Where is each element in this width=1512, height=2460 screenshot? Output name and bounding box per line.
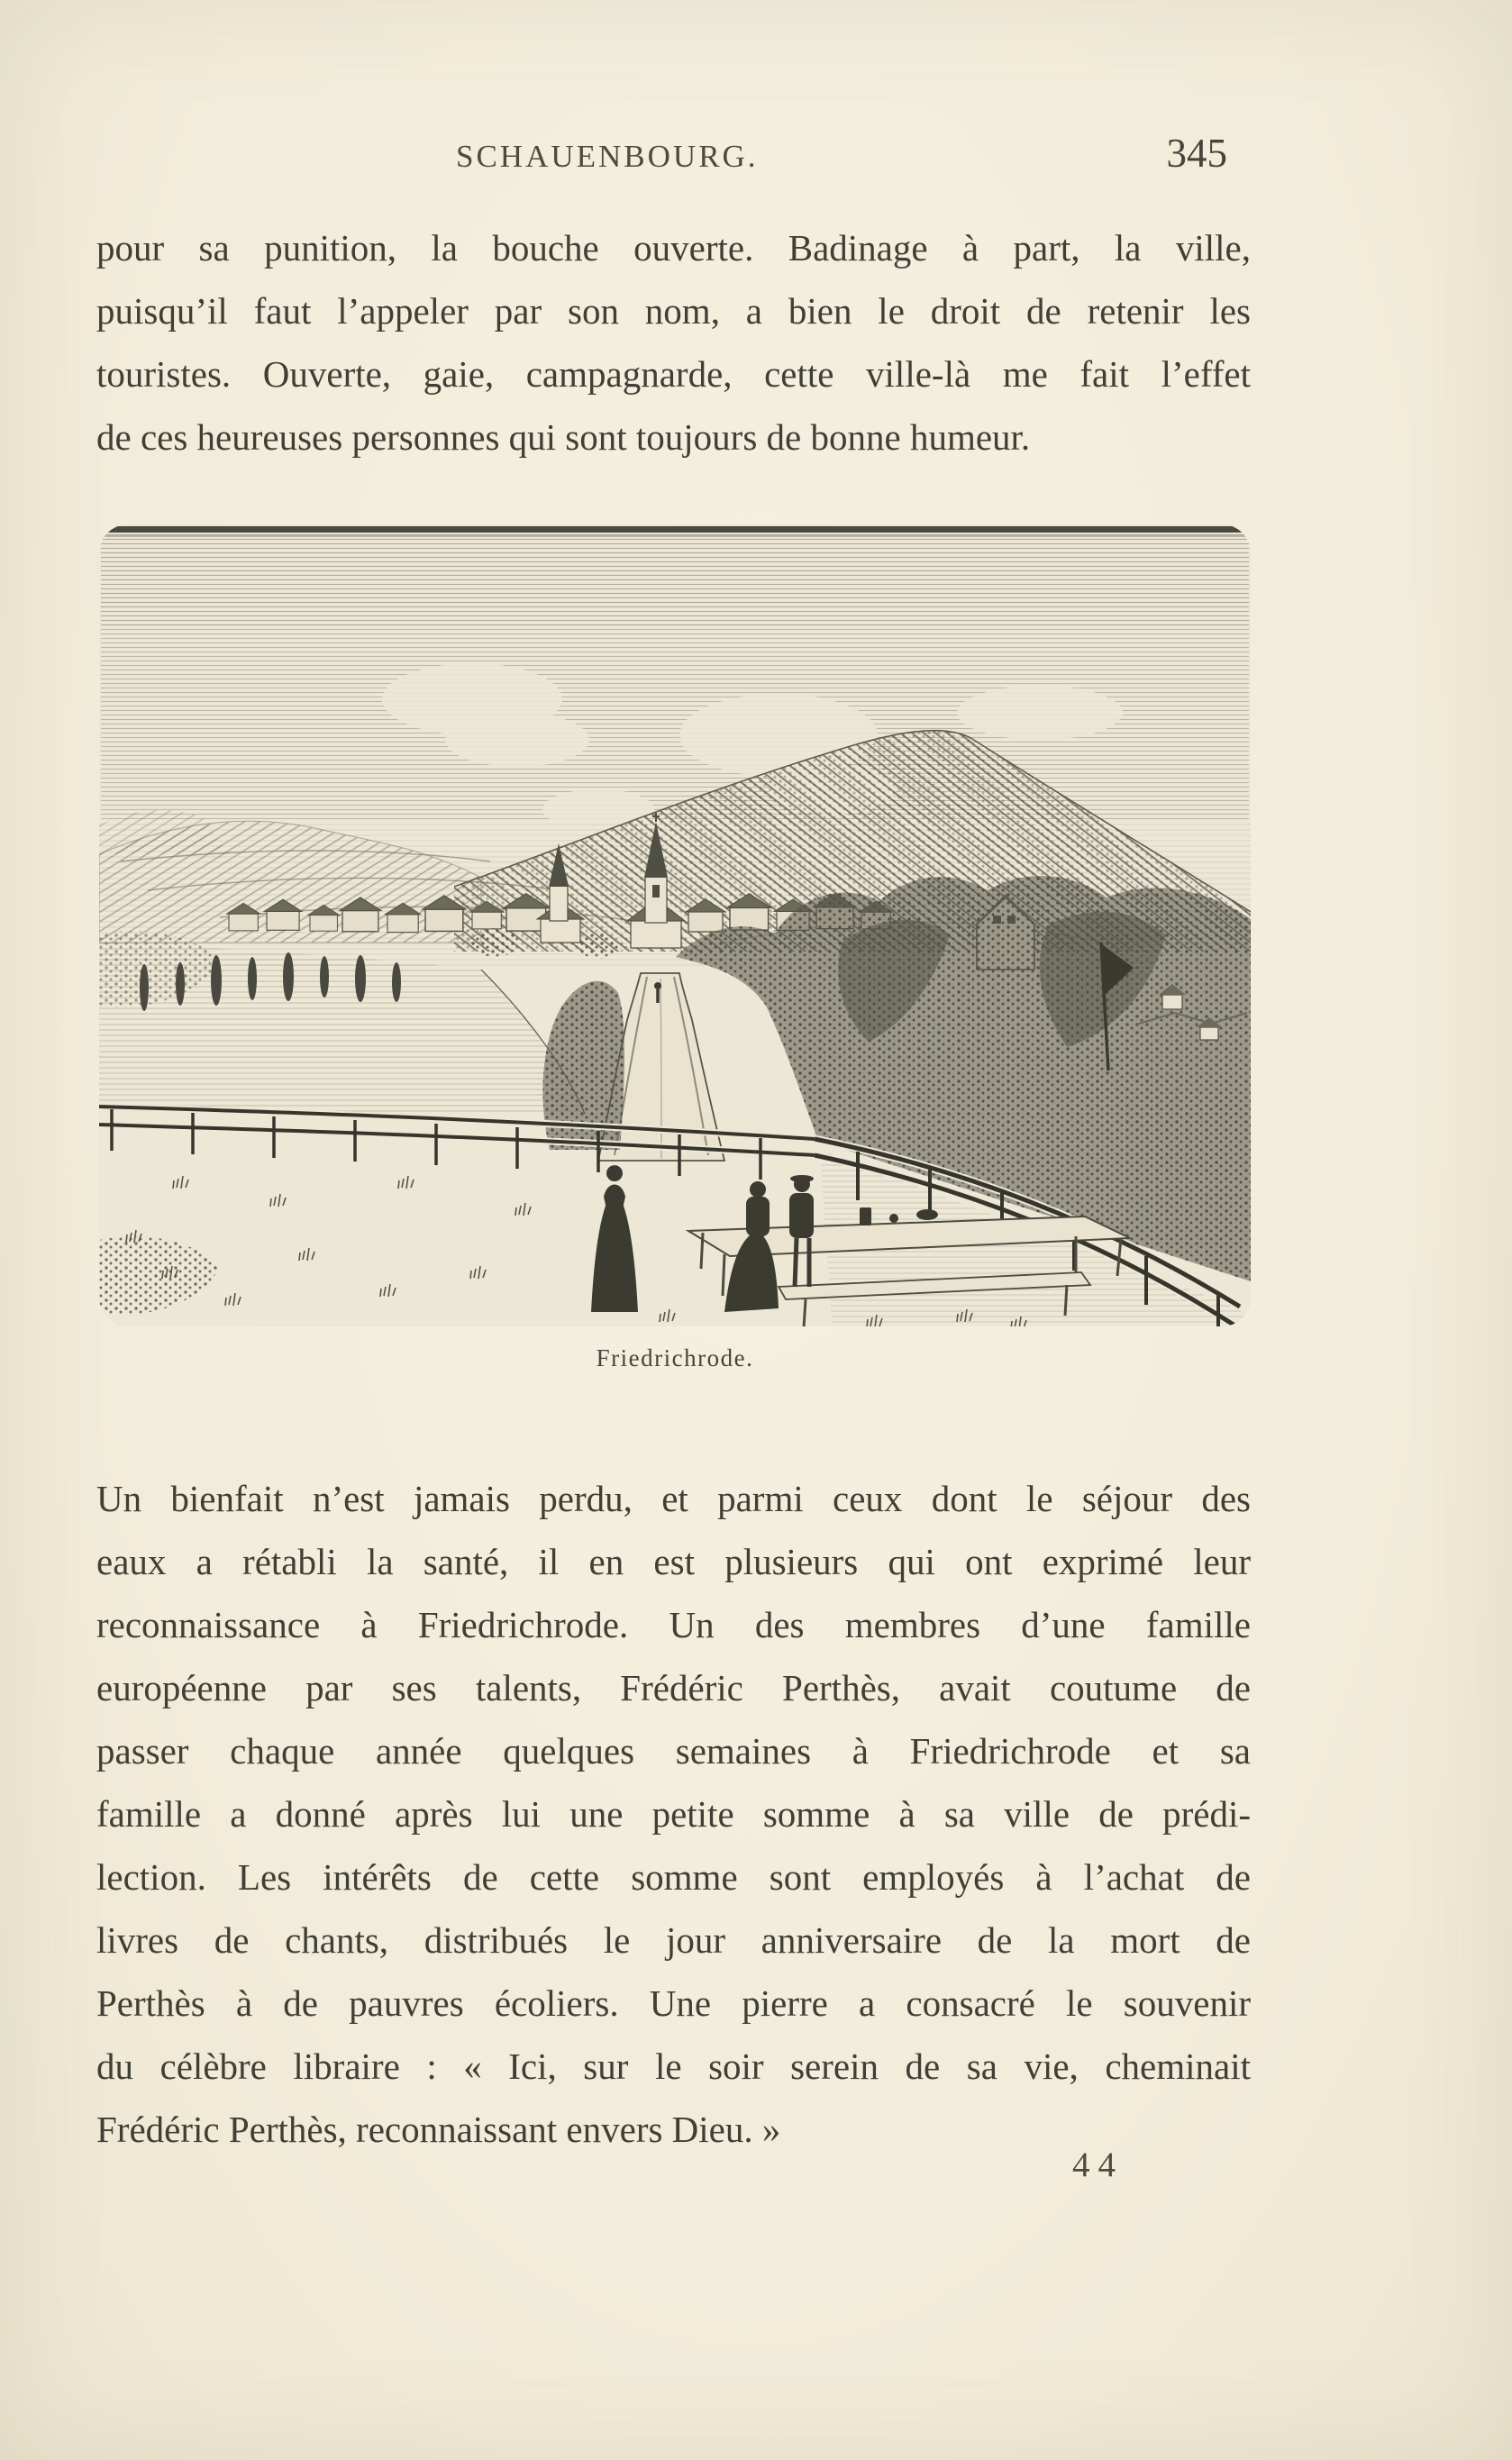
text-line: puisqu’il faut l’appeler par son nom, a bien le droit de retenir les	[96, 290, 1251, 332]
paragraph-1	[96, 216, 1251, 469]
text-line: du célèbre libraire : « Ici, sur le soir serein de sa vie, cheminait	[96, 2045, 1251, 2087]
page-number: 345	[1166, 131, 1227, 176]
text-line: passer chaque année quelques semaines à Friedrichrode et sa	[96, 1730, 1251, 1772]
text-line: Frédéric Perthès, reconnaissant envers Dieu. »	[96, 2109, 781, 2150]
text-line: reconnaissance à Friedrichrode. Un des membres d’une famille	[96, 1604, 1251, 1645]
paragraph-2	[96, 1467, 1251, 2161]
text-line: de ces heureuses personnes qui sont toujours de bonne humeur.	[96, 416, 1031, 458]
engraving-canvas	[94, 519, 1256, 1332]
text-line: Perthès à de pauvres écoliers. Une pierre a consacré le souvenir	[96, 1982, 1251, 2024]
engraving-tone-overlay	[94, 519, 1256, 1332]
text-line: Un bienfait n’est jamais perdu, et parmi ceux dont le séjour des	[96, 1478, 1251, 1519]
text-line: européenne par ses talents, Frédéric Perthès, avait coutume de	[96, 1667, 1251, 1708]
running-title: SCHAUENBOURG.	[456, 139, 759, 174]
text-line: touristes. Ouverte, gaie, campagnarde, cette ville-là me fait l’effet	[96, 353, 1251, 395]
text-line: famille a donné après lui une petite somme à sa ville de prédi-	[96, 1793, 1251, 1835]
signature-mark: 44	[1072, 2146, 1124, 2184]
illustration-caption: Friedrichrode.	[596, 1344, 754, 1371]
text-line: pour sa punition, la bouche ouverte. Badinage à part, la ville,	[96, 227, 1251, 269]
text-line: lection. Les intérêts de cette somme sont employés à l’achat de	[96, 1856, 1251, 1898]
running-head	[96, 131, 1251, 182]
landscape-engraving	[94, 519, 1256, 1332]
text-line: livres de chants, distribués le jour anniversaire de la mort de	[96, 1919, 1251, 1961]
text-line: eaux a rétabli la santé, il en est plusieurs qui ont exprimé leur	[96, 1541, 1251, 1582]
